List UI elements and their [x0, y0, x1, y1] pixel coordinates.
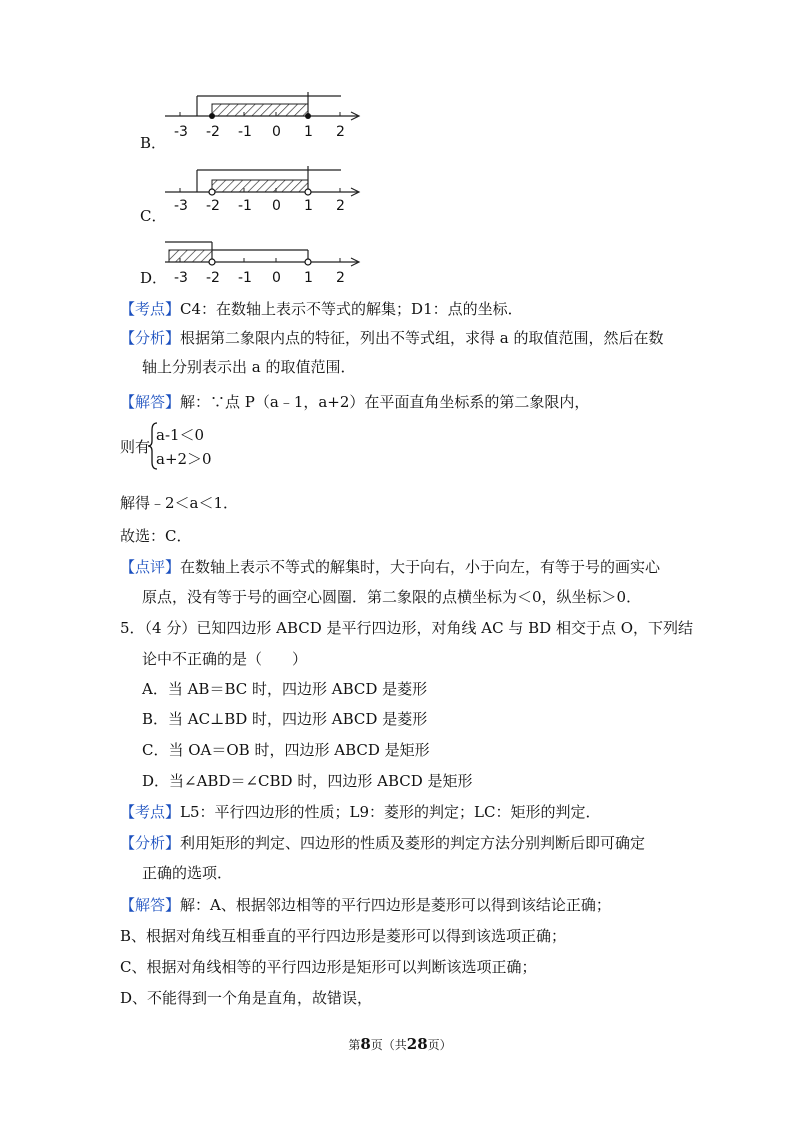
tick-label: 1 [304, 270, 313, 286]
number-line-c [165, 164, 365, 212]
tick-label: -2 [206, 270, 220, 286]
question-5-option-a: A．当 AB＝BC 时，四边形 ABCD 是菱形 [142, 680, 428, 698]
option-b-label: B． [140, 134, 167, 152]
choice-line: 故选：C． [120, 527, 192, 545]
option-c-label: C． [140, 207, 167, 225]
jieda-text: 解：∵点 P（a﹣1，a+2）在平面直角坐标系的第二象限内， [180, 393, 590, 411]
jieda-text: 解：A、根据邻边相等的平行四边形是菱形可以得到该结论正确； [180, 896, 611, 914]
tick-label: 1 [304, 198, 313, 212]
dianping-tag: 【点评】 [120, 558, 181, 576]
tick-label: 0 [272, 124, 281, 140]
fenxi-2-line-2: 正确的选项． [142, 864, 233, 882]
jieda-tag: 【解答】 [120, 393, 181, 411]
tick-label: 0 [272, 198, 281, 212]
footer-post: 页） [427, 1038, 452, 1052]
question-5-option-c: C．当 OA＝OB 时，四边形 ABCD 是矩形 [142, 741, 430, 759]
question-5-line-1: 5．（4 分）已知四边形 ABCD 是平行四边形，对角线 AC 与 BD 相交于点 O，下列结 [120, 619, 694, 637]
tick-label: 0 [272, 270, 281, 286]
tick-label: 1 [304, 124, 313, 140]
fenxi-2-line-1 [120, 832, 645, 853]
option-d-label: D． [140, 269, 168, 287]
dianping-text: 在数轴上表示不等式的解集时，大于向右，小于向左，有等于号的画实心 [180, 558, 661, 576]
footer-pre: 第 [348, 1038, 361, 1052]
tick-label: -1 [238, 270, 252, 286]
jieda-tag: 【解答】 [120, 896, 181, 914]
tick-label: -3 [174, 124, 188, 140]
current-page-number: 8 [360, 1035, 371, 1053]
tick-label: -2 [206, 198, 220, 212]
dianping-line-1 [120, 556, 660, 577]
kaodian-1 [120, 298, 523, 319]
dianping-line-2: 原点，没有等于号的画空心圆圈．第二象限的点横坐标为＜0，纵坐标＞0． [142, 588, 642, 606]
fenxi-tag: 【分析】 [120, 329, 181, 347]
kaodian-text: L5：平行四边形的性质；L9：菱形的判定；LC：矩形的判定． [180, 803, 601, 821]
tick-label: 2 [336, 124, 345, 140]
inequality-1: a-1＜0 [156, 426, 205, 444]
number-line-b [165, 92, 365, 140]
total-page-number: 28 [406, 1035, 428, 1053]
fenxi-1-line-1 [120, 327, 664, 348]
kaodian-tag: 【考点】 [120, 803, 181, 821]
jieda-1 [120, 391, 589, 412]
question-5-option-b: B．当 AC⊥BD 时，四边形 ABCD 是菱形 [142, 710, 428, 728]
inequality-system [120, 420, 360, 472]
jieda-2-line-1 [120, 894, 611, 915]
page-footer [0, 1035, 800, 1053]
tick-label: -2 [206, 124, 220, 140]
system-label: 则有 [120, 438, 151, 456]
jieda-2-line-2: B、根据对角线互相垂直的平行四边形是菱形可以得到该选项正确； [120, 927, 567, 945]
number-line-d [165, 238, 365, 286]
jieda-2-line-4: D、不能得到一个角是直角，故错误， [120, 989, 373, 1007]
question-5-line-2: 论中不正确的是（ ） [142, 650, 308, 668]
kaodian-text: C4：在数轴上表示不等式的解集；D1：点的坐标． [180, 300, 523, 318]
tick-label: -3 [174, 198, 188, 212]
tick-label: -1 [238, 124, 252, 140]
fenxi-1-line-2: 轴上分别表示出 a 的取值范围． [142, 358, 356, 376]
tick-label: 2 [336, 270, 345, 286]
solve-line: 解得﹣2＜a＜1． [120, 494, 239, 512]
question-5-option-d: D．当∠ABD＝∠CBD 时，四边形 ABCD 是矩形 [142, 772, 473, 790]
fenxi-text: 利用矩形的判定、四边形的性质及菱形的判定方法分别判断后即可确定 [180, 834, 646, 852]
footer-mid: 页（共 [370, 1038, 407, 1052]
jieda-2-line-3: C、根据对角线相等的平行四边形是矩形可以判断该选项正确； [120, 958, 537, 976]
kaodian-tag: 【考点】 [120, 300, 181, 318]
fenxi-tag: 【分析】 [120, 834, 181, 852]
fenxi-text: 根据第二象限内点的特征，列出不等式组，求得 a 的取值范围，然后在数 [180, 329, 664, 347]
inequality-2: a+2＞0 [156, 450, 212, 468]
kaodian-2 [120, 801, 600, 822]
tick-label: -3 [174, 270, 188, 286]
tick-label: 2 [336, 198, 345, 212]
tick-label: -1 [238, 198, 252, 212]
